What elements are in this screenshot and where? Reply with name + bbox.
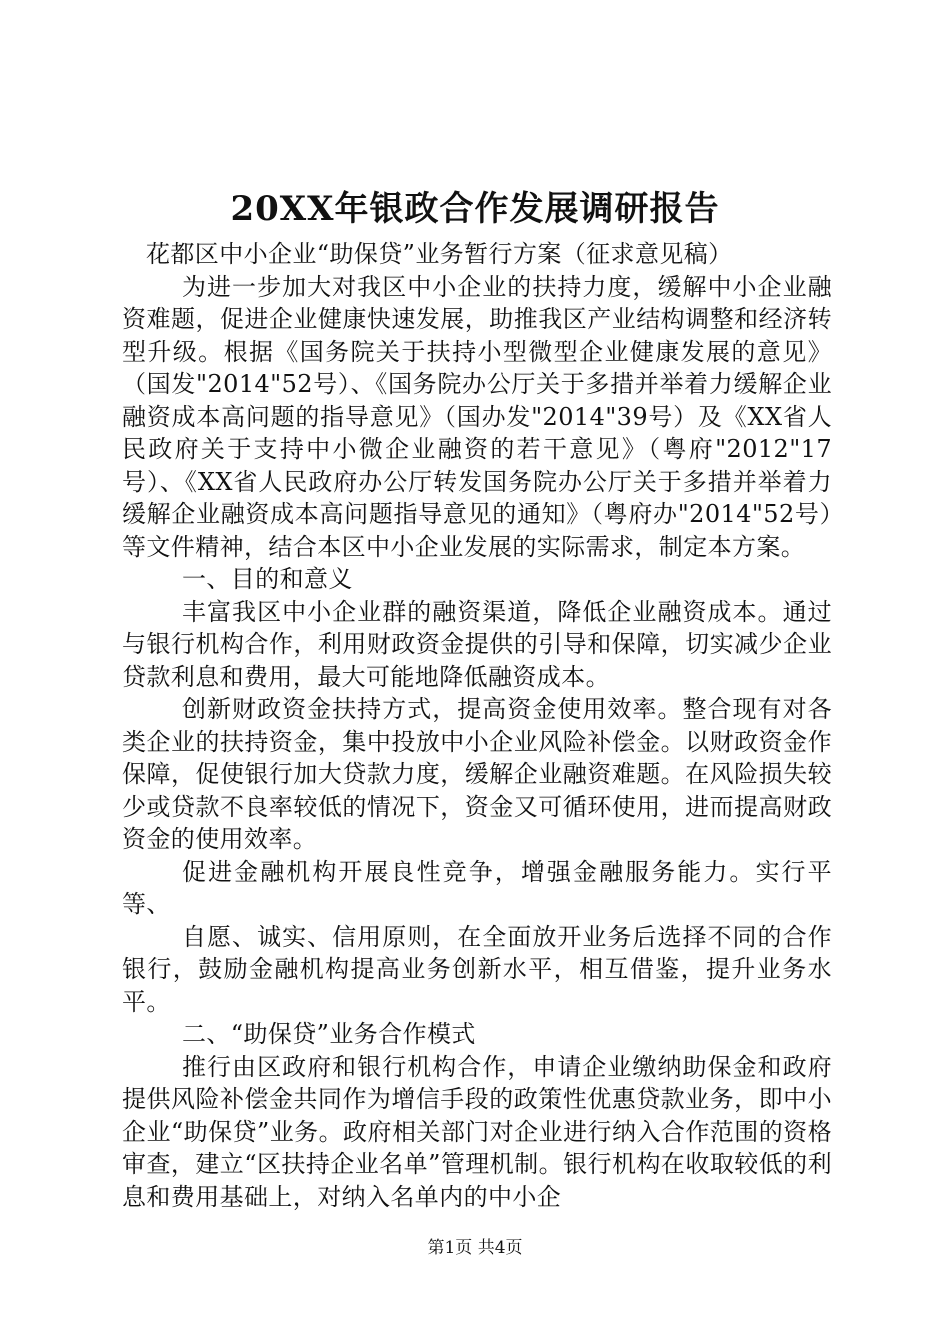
section-heading: 一、目的和意义 xyxy=(182,565,353,593)
section-heading: 二、“助保贷”业务合作模式 xyxy=(182,1020,476,1048)
page-title: 20XX年银政合作发展调研报告 xyxy=(230,189,720,229)
page-number-footer: 第1页 共4页 xyxy=(427,1238,523,1258)
document-subtitle: 花都区中小企业“助保贷”业务暂行方案（征求意见稿） xyxy=(146,240,733,268)
paragraph: 创新财政资金扶持方式，提高资金使用效率。整合现有对各类企业的扶持资金，集中投放中小企业风险补偿金。以财政资金作保障，促使银行加大贷款力度，缓解企业融资难题。在风险损失较少或贷款不良率较低的情况下，资金又可循环使用，进而提高财政资金的使用效率。 xyxy=(122,695,832,853)
paragraph: 自愿、诚实、信用原则，在全面放开业务后选择不同的合作银行，鼓励金融机构提高业务创新水平，相互借鉴，提升业务水平。 xyxy=(122,922,832,1016)
paragraph: 为进一步加大对我区中小企业的扶持力度，缓解中小企业融资难题，促进企业健康快速发展，助推我区产业结构调整和经济转型升级。根据《国务院关于扶持小型微型企业健康发展的意见》（国发"2014"52号）、《国务院办公厅关于多措并举着力缓解企业融资成本高问题的指导意见》（国办发"2014"39号）及《XX省人民政府关于支持中小微企业融资的若干意见》（粤府"2012"17号）、《XX省人民政府办公厅转发国务院办公厅关于多措并举着力缓解企业融资成本高问题指导意见的通知》（粤府办"2014"52号）等文件精神，结合本区中小企业发展的实际需求，制定本方案。 xyxy=(122,272,832,561)
document-body xyxy=(122,238,832,1213)
paragraph: 丰富我区中小企业群的融资渠道，降低企业融资成本。通过与银行机构合作，利用财政资金提供的引导和保障，切实减少企业贷款利息和费用，最大可能地降低融资成本。 xyxy=(122,597,832,691)
paragraph: 促进金融机构开展良性竞争，增强金融服务能力。实行平等、 xyxy=(122,857,832,918)
paragraph: 推行由区政府和银行机构合作，申请企业缴纳助保金和政府提供风险补偿金共同作为增信手段的政策性优惠贷款业务，即中小企业“助保贷”业务。政府相关部门对企业进行纳入合作范围的资格审查，建立“区扶持企业名单”管理机制。银行机构在收取较低的利息和费用基础上，对纳入名单内的中小企 xyxy=(122,1052,832,1211)
